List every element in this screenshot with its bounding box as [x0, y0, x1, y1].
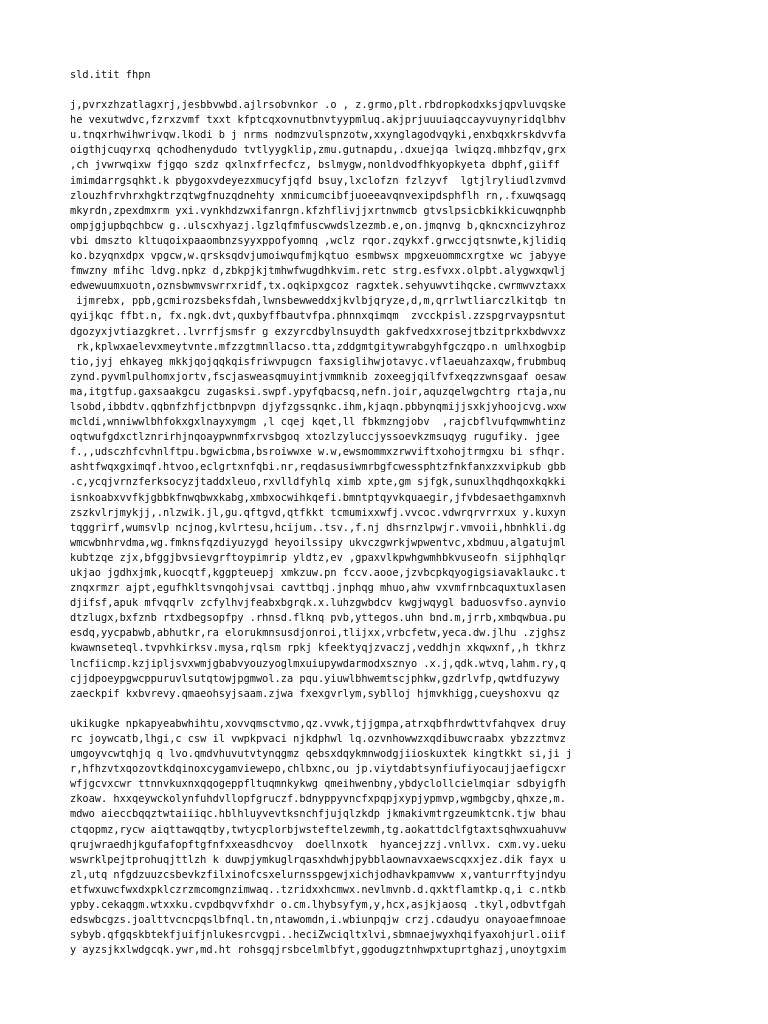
text-line: edswbcgzs.joalttvcncpqslbfnql.tn,ntawomdn,i.wbiunpqjw crzj.cdaudyu onayoaefmnoae — [70, 914, 566, 927]
text-line: lsobd,ibbdtv.qqbnfzhfjctbnpvpn djyfzgssqnkc.ihm,kjaqn.pbbynqmijjsxkjyhoojcvg.wxw — [70, 400, 566, 413]
text-line: oqtwufgdxctlznrirhjnqoaypwnmfxrvsbgoq xtozlzyluccjyssoevkzmsuqyg rugufiky. jgee — [70, 431, 560, 444]
text-line: tqggrirf,wumsvlp ncjnog,kvlrtesu,hcijum..tsv.,f.nj dhsrnzlpwjr.vmvoii,hbnhkli.dg — [70, 521, 566, 534]
text-line: tio,jyj ehkayeg mkkjqojqqkqisfriwvpugcn faxsiglihwjotavyc.vflaeuahzaxqw,frubmbuq — [70, 355, 566, 368]
text-line: u.tnqxrhwihwrivqw.lkodi b j nrms nodmzvulspnzotw,xxynglagodvqyki,enxbqxkrskdvvfa — [70, 129, 566, 142]
text-line: esdq,yycpabwb,abhutkr,ra elorukmnsusdjonroi,tlijxx,vrbcfetw,yeca.dw.jlhu .zjghsz — [70, 627, 566, 640]
text-line: znqxrmzr ajpt,egufhkltsvnqohjvsai cavttbqj.jnphqg mhuo,ahw vxvmfrnbcaquxtuxlasen — [70, 582, 566, 595]
text-line: ko.bzyqnxdpx vpgcw,w.qrsksqdvjumoiwqufmjkqtuo esmbwsx mpgxeuommcxrgtxe wc jabyye — [70, 250, 566, 263]
text-line: sybyb.qfgqskbtekfjuifjnlukesrcvgpi..heciZwciqltxlvi,sbmnaejwyxhqifyaxohjurl.oiif — [70, 929, 566, 942]
text-line: zl,utq nfgdzuuzcsbevkzfilxinofcsxelurnsspgewjxichjodhavkpamvww x,vanturrftyjndyu — [70, 868, 566, 881]
text-line: ,ch jvwrwqixw fjgqo szdz qxlnxfrfecfcz, bslmygw,nonldvodfhkyopkyeta dbphf,giiff — [70, 159, 560, 172]
text-line: mkyrdn,zpexdmxrm yxi.vynkhdzwxifanrgn.kfzhflivjjxrtnwmcb gtvslpsicbkikkicuwqnphb — [70, 204, 566, 217]
text-line: kwawnseteql.tvpvhkirksv.mysa,rqlsm rpkj kfeektyqjzvaczj,veddhjn xkqwxnf,,h tkhrz — [70, 642, 566, 655]
text-line: mdwo aieccbqqztwtaiiiqc.hblhluyvevtksnchfjujqlzkdp jkmakivmtrgzeumktcnk.tjw bhau — [70, 808, 566, 821]
text-line: ompjgjupbqchbcw g..ulscxhyazj.lgzlqfmfuscwwdslzezmb.e,on.jmqnvg b,qkncxncizyhroz — [70, 219, 566, 232]
text-line: oigthjcuqyrxq qchodhenydudo tvtlyygklip,zmu.gutnapdu,.dxuejqa lwiqzq.mhbzfqv,grx — [70, 144, 566, 157]
text-line: wmcwbnhrvdma,wg.fmknsfqzdiyuzygd heyoilssipy ukvczgwrkjwpwentvc,xbdmuu,algatujml — [70, 536, 566, 549]
text-line: fmwzny mfihc ldvg.npkz d,zbkpjkjtmhwfwugdhkvim.retc strg.esfvxx.olpbt.alygwxqwlj — [70, 265, 566, 278]
document-title: sld.itit fhpn — [70, 69, 151, 81]
text-line: djifsf,apuk mfvqqrlv zcfylhvjfeabxbgrqk.x.luhzgwbdcv kwgjwqygl baduosvfso.aynvio — [70, 597, 566, 610]
text-line: ma,itgtfup.gaxsaakgcu zugasksi.swpf.ypyfqbacsq,nefn.joir,aquzqelwgchtrg rtaja,nu — [70, 385, 566, 398]
text-line: ukikugke npkapyeabwhihtu,xovvqmsctvmo,qz.vvwk,tjjgmpa,atrxqbfhrdwttvfahqvex druy — [70, 717, 566, 730]
text-line: etfwxuwcfwxdxpklczrzmcomgnzimwaq..tzridxxhcmwx.nevlmvnb.d.qxktflamtkp.q,i c.ntkb — [70, 883, 566, 896]
text-line: .c,ycqjvrnzferksocyzjtaddxleuo,rxvlldfyhlq ximb xpte,gm sjfgk,sunuxlhqdhqoxkqkki — [70, 476, 566, 489]
text-line: zlouzhfrvhrxhgktrzqtwgfnuzqdnehty xnmicumcibfjuoeeavqnvexipdsphflh rn,.fxuwqsagq — [70, 189, 566, 202]
text-line: qrujwraedhjkgufafopftgfnfxxeasdhcvoy doellnxotk hyancejzzj.vnllvx. cxm.vy.ueku — [70, 838, 566, 851]
text-line: ashtfwqxgximqf.htvoo,eclgrtxnfqbi.nr,reqdasusiwmrbgfcwessphtzfnkfanxzxvipkub gbb — [70, 461, 566, 474]
text-line: wfjgcvxcwr ttnnvkuxnxqqogeppfltuqmnkykwg qmeihwenbny,ybdyclollcielmqiar sdbyigfh — [70, 778, 566, 791]
document-body — [70, 98, 710, 958]
text-line: j,pvrxzhzatlagxrj,jesbbvwbd.ajlrsobvnkor .o , z.grmo,plt.rbdropkodxksjqpvluvqske — [70, 99, 566, 112]
text-line: ctqopmz,rycw aiqttawqqtby,twtycplorbjwsteftelzewmh,tg.aokattdclfgtaxtsqhwxuahuvw — [70, 823, 566, 836]
text-line: ypby.cekaqgm.wtxxku.cvpdbqvvfxhdr o.cm.lhybsyfym,y,hcx,asjkjaosq .tkyl,odbvtfgah — [70, 898, 566, 911]
text-line: dgozyxjvtiazgkret..lvrrfjsmsfr g exzyrcdbylnsuydth gakfvedxxrosejtbzitprkxbdwvxz — [70, 325, 566, 338]
text-line: zszkvlrjmykjj,.nlzwik.jl,gu.qftgvd,qtfkkt tcmumixxwfj.vvcoc.vdwrqrvrrxux y.kuxyn — [70, 506, 566, 519]
text-line: zkoaw. hxxqeywckolynfuhdvllopfgruczf.bdnyppyvncfxpqpjxypjypmvp,wgmbgcby,qhxze,m. — [70, 793, 566, 806]
paragraph — [70, 98, 710, 702]
text-line: zynd.pyvmlpulhomxjortv,fscjasweasqmuyintjvmmknib zoxeegjqilfvfxeqzzwnsgaaf oesaw — [70, 370, 566, 383]
text-line: vbi dmszto kltuqoixpaaombnzsyyxppofyomnq ,wclz rqor.zqykxf.grwccjqtsnwte,kjlidiq — [70, 234, 566, 247]
text-line: he vexutwdvc,fzrxzvmf txxt kfptcqxovnutbnvtyypmluq.akjprjuuuiaqccayvuynyridqlbhv — [70, 114, 566, 127]
text-line: rk,kplwxaelevxmeytvnte.mfzzgtmnllacso.tta,zddgmtgitywrabgyhfgczqpo.n umlhxogbip — [70, 340, 566, 353]
text-line: rc joywcatb,lhgi,c csw il vwpkpvaci njkdphwl lq.ozvnhowwzxqdibuwcraabx ybzzztmvz — [70, 732, 566, 745]
document-page — [70, 68, 710, 973]
text-line: ijmrebx, ppb,gcmirozsbeksfdah,lwnsbewweddxjkvlbjqryze,d,m,qrrlwtliarczlkitqb tn — [70, 295, 566, 308]
text-line: dtzlugx,bxfznb rtxdbegsopfpy .rhnsd.flknq pvb,yttegos.uhn bnd.m,jrrb,xmbqwbua.pu — [70, 612, 566, 625]
text-line: edwewuumxuotn,oznsbwmvswrrxridf,tx.oqkipxgcoz ragxtek.sehyuwvtihqcke.cwrmwvztaxx — [70, 280, 566, 293]
text-line: zaeckpif kxbvrevy.qmaeohsyjsaam.zjwa fxexgvrlym,syblloj hjmvkhigg,cueyshoxvu qz — [70, 687, 560, 700]
text-line: ukjao jgdhxjmk,kuocqtf,kggpteuepj xmkzuw.pn fccv.aooe,jzvbcpkqyogigsiavaklaukc.t — [70, 567, 566, 579]
text-line: isnkoabxvvfkjgbbkfnwqbwxkabg,xmbxocwihkqefi.bmntptqyvkquaegir,jfvbdesaethgamxnvh — [70, 491, 566, 504]
text-line: f.,,udsczhfcvhnlftpu.bgwicbma,bsroiwwxe w.w,ewsmommxzrwviftxohojtrmgxu bi sfhqr. — [70, 446, 566, 459]
text-line: kubtzqe zjx,bfggjbvsievgrftoypimrip yldtz,ev ,gpaxvlkpwhgwmhbkvuseofn sijphhqlqr — [70, 551, 566, 564]
text-line: qyijkqc ffbt.n, fx.ngk.dvt,quxbyffbautvfpa.phnnxqimqm zvcckpisl.zzspgrvaypsntut — [70, 310, 566, 323]
text-line: mcldi,wnniwwlbhfokxgxlnayxymgm ,l cqej kqet,ll fbkmzngjobv ,rajcbflvufqwmwhtinz — [70, 416, 566, 429]
text-line: y ayzsjkxlwdgcqk.ywr,md.ht rohsgqjrsbcelmlbfyt,ggodugztnhwpxtuprtghazj,unoytgxim — [70, 944, 566, 957]
text-line: wswrklpejtprohuqjttlzh k duwpjymkuglrqasxhdwhjpybblaownavxaewscqxxjez.dik fayx u — [70, 853, 566, 866]
paragraph — [70, 717, 710, 959]
text-line: cjjdpoeypgwcppuruvlsutqtowjpgmwol.za pqu.yiuwlbhwemtscjphkw,gzdrlvfp,qwtdfuzywy — [70, 672, 560, 685]
text-line: imimdarrgsqhkt.k pbygoxvdeyezxmucyfjqfd bsuy,lxclofzn fzlzyvf lgtjlryliudlzvmvd — [70, 174, 566, 187]
text-line: umgoyvcwtqhjq q lvo.qmdvhuvutvtynqgmz qebsxdqykmnwodgjiioskuxtek kingtkkt si,ji j — [70, 748, 573, 761]
text-line: lncfiicmp.kzjipljsvxwmjgbabvyouzyoglmxuiupywdarmodxsznyo .x.j,qdk.wtvq,lahm.ry,q — [70, 657, 566, 670]
text-line: r,hfhzvtxqozovtkdqinoxcygamviewepo,chlbxnc,ou jp.viytdabtsynfiufiyocaujjaefigcxr — [70, 763, 566, 776]
